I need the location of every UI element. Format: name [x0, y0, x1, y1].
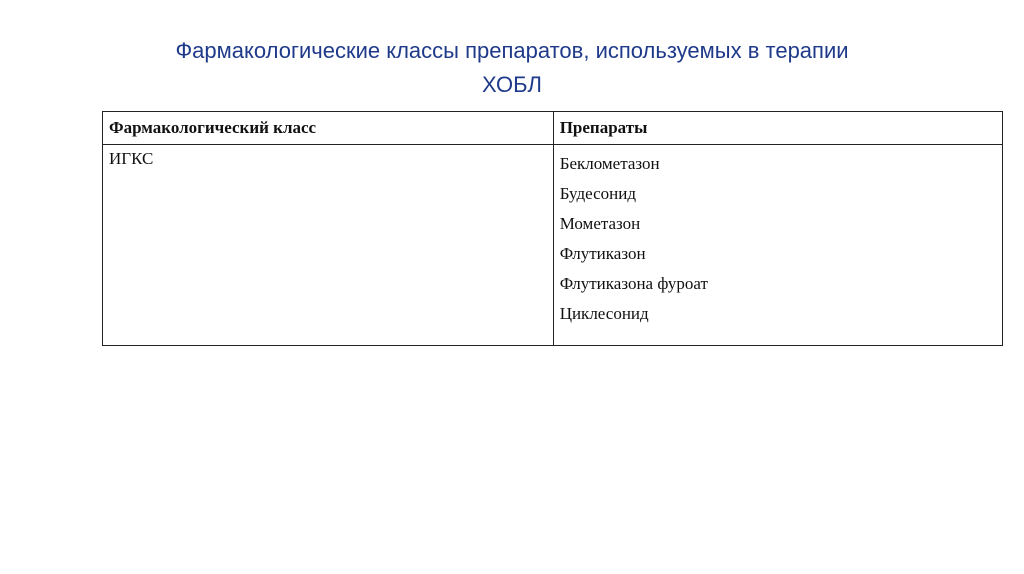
header-drugs: Препараты	[553, 112, 1002, 145]
slide-title-line-2: ХОБЛ	[482, 72, 542, 97]
header-pharmacological-class: Фармакологический класс	[103, 112, 554, 145]
list-item: Будесонид	[559, 184, 636, 203]
table-row	[103, 145, 1003, 346]
list-item: Беклометазон	[559, 154, 660, 173]
slide-title	[70, 34, 954, 102]
cell-drug-list	[553, 145, 1002, 346]
list-item: Флутиказона фуроат	[559, 274, 708, 293]
list-item: Циклесонид	[559, 304, 649, 323]
list-item: Флутиказон	[559, 244, 646, 263]
drug-classes-table	[102, 111, 1003, 346]
drug-list	[560, 149, 996, 329]
list-item: Мометазон	[559, 214, 641, 233]
cell-class-name: ИГКС	[103, 145, 554, 346]
slide-title-line-1: Фармакологические классы препаратов, используемых в терапии	[175, 38, 849, 63]
table-header-row	[103, 112, 1003, 145]
